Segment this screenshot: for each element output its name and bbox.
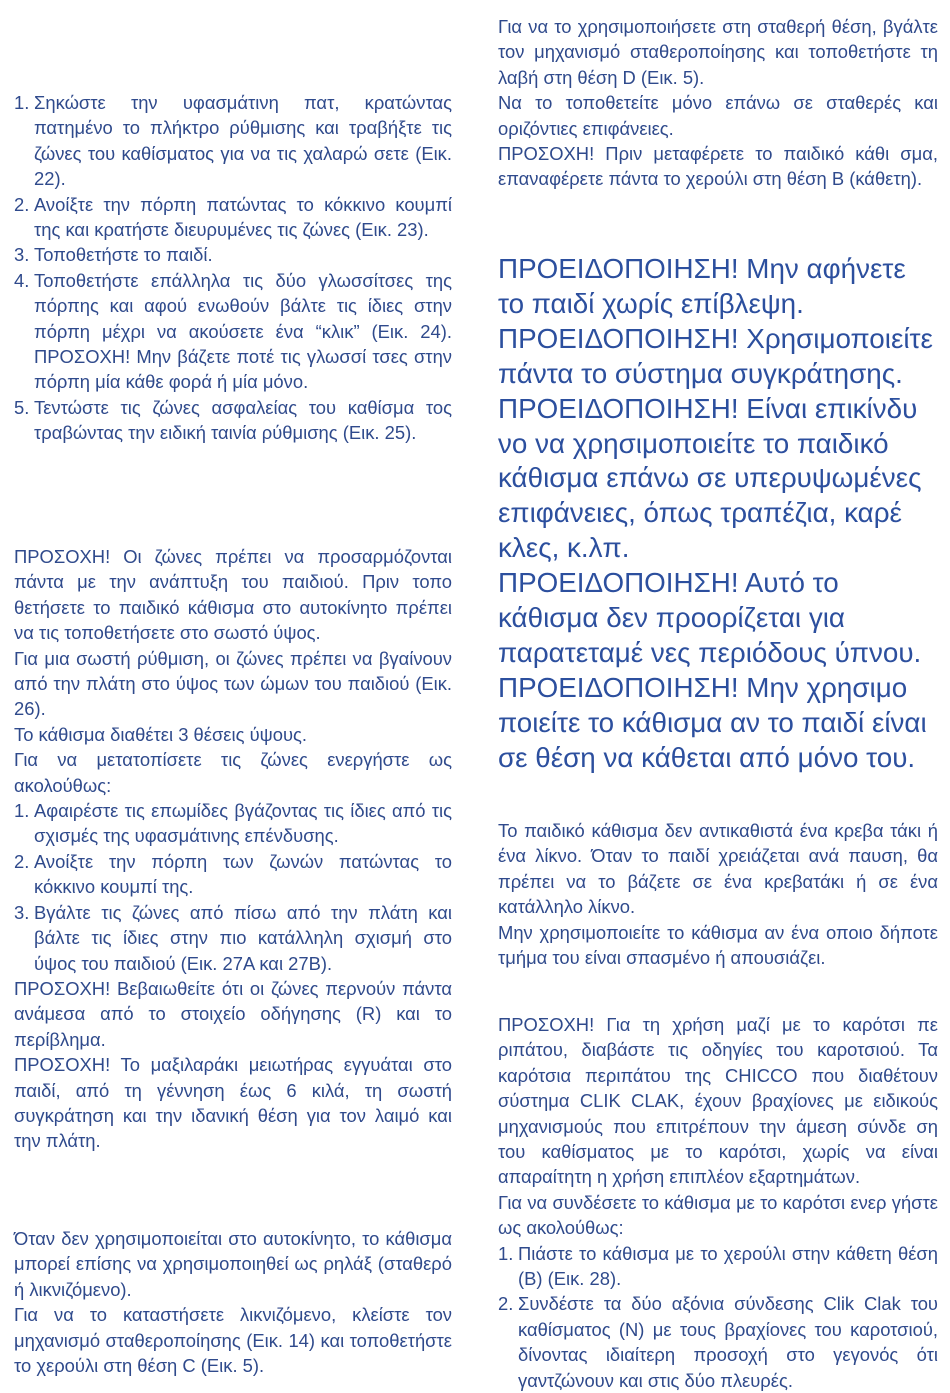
rocker-section [14, 1226, 452, 1378]
list-item: 1. Αφαιρέστε τις επωμίδες βγάζοντας τις ίδιες από τις σχισμές της υφασμάτινης επένδυσης. [14, 800, 452, 847]
list-item: 2. Ανοίξτε την πόρπη πατώντας το κόκκινο κουμπί της και κρατήστε διευρυμένες τις ζώνες (Εικ. 23). [14, 193, 452, 241]
list-item: 4. Τοποθετήστε επάλληλα τις δύο γλωσσίτσες της πόρπης και αφού ενωθούν βάλτε τις ίδιες στην πόρπη μέχρι να ακούσετε ένα “κλικ” (Εικ. 24). ΠΡΟΣΟΧΗ! Μην βάζετε ποτέ τις γλωσσί τσες στην πόρπη μία κάθε φορά ή μία μόνο. [14, 269, 452, 393]
paragraph: ΠΡΟΣΟΧΗ! Οι ζώνες πρέπει να προσαρμόζονται πάντα με την ανάπτυξη του παιδιού. Πριν τοπο θετήσετε το παιδικό κάθισμα στο αυτοκίνητο πρέπει να τις τοποθετήσετε στο σωστό ύψος. [14, 546, 452, 644]
warning-text: ΠΡΟΕΙΔΟΠΟΙΗΣΗ! Μην αφήνετε το παιδί χωρίς επίβλεψη. [498, 253, 906, 319]
paragraph: Για να μετατοπίσετε τις ζώνες ενεργήστε ως ακολούθως: [14, 749, 452, 796]
paragraph: Για να συνδέσετε το κάθισμα με το καρότσι ενερ γήστε ως ακολούθως: [498, 1191, 938, 1239]
list-item: 3. Βγάλτε τις ζώνες από πίσω από την πλάτη και βάλτε τις ίδιες στην πιο κατάλληλη σχισμή στο ύψος του παιδιού (Εικ. 27A και 27B). [14, 901, 452, 974]
paragraph: Για να το χρησιμοποιήσετε στη σταθερή θέση, βγάλτε τον μηχανισμό σταθεροποίησης και τοποθετήστε τη λαβή στη θέση D (Εικ. 5). [498, 16, 938, 88]
harness-move-steps-list [14, 798, 452, 976]
paragraph: Μην χρησιμοποιείτε το κάθισμα αν ένα οποιο δήποτε τμήμα του είναι σπασμένο ή απουσιάζει. [498, 921, 938, 969]
paragraph: ΠΡΟΣΟΧΗ! Για τη χρήση μαζί με το καρότσι πε ριπάτου, διαβάστε τις οδηγίες του καροτσιού. Τα καρότσια περιπάτου της CHICCO που διαθέτουν σύστημα CLIK CLAK, έχουν βραχίονες με ειδικούς μηχανισμούς που επιτρέπουν την άμεση σύνδε ση του καθίσματος με το καρότσι, χωρίς να είναι απαραίτητη η χρήση επιπλέον εξαρτημάτων. [498, 1014, 938, 1188]
paragraph: Το παιδικό κάθισμα δεν αντικαθιστά ένα κρεβα τάκι ή ένα λίκνο. Όταν το παιδί χρειάζεται ανά παυση, θα πρέπει να το βάζετε σε ένα κρεβατάκι ή σε ένα κατάλληλο λίκνο. [498, 820, 938, 918]
paragraph: Για να το καταστήσετε λικνιζόμενο, κλείστε τον μηχανισμό σταθεροποίησης (Εικ. 14) και τοποθετήστε το χερούλι στη θέση C (Εικ. 5). [14, 1304, 452, 1377]
paragraph: ΠΡΟΣΟΧΗ! Βεβαιωθείτε ότι οι ζώνες περνούν πάντα ανάμεσα από το στοιχείο οδήγησης (R) και το περίβλημα. [14, 977, 452, 1050]
harness-adjustment-section [14, 544, 452, 1154]
paragraph: Να το τοποθετείτε μόνο επάνω σε σταθερές και οριζόντιες επιφάνειες. [498, 92, 938, 139]
paragraph: ΠΡΟΣΟΧΗ! Πριν μεταφέρετε το παιδικό κάθι σμα, επαναφέρετε πάντα το χερούλι στη θέση B (κάθετη). [498, 143, 938, 190]
paragraph: ΠΡΟΣΟΧΗ! Το μαξιλαράκι μειωτήρας εγγυάται στο παιδί, από τη γέννηση έως 6 κιλά, τη σωστή συγκράτηση και την ιδανική θέση για τον λαιμό και την πλάτη. [14, 1054, 452, 1152]
list-item: 5. Τεντώστε τις ζώνες ασφαλείας του καθίσμα τος τραβώντας την ειδική ταινία ρύθμισης (Εικ. 25). [14, 396, 452, 444]
paragraph: Για μια σωστή ρύθμιση, οι ζώνες πρέπει να βγαίνουν από την πλάτη στο ύψος των ώμων του παιδιού (Εικ. 26). [14, 647, 452, 720]
warning-text: ΠΡΟΕΙΔΟΠΟΙΗΣΗ! Χρησιμοποιείτε πάντα το σύστημα συγκράτησης. [498, 322, 933, 389]
paragraph: Το κάθισμα διαθέτει 3 θέσεις ύψους. [14, 723, 307, 745]
stroller-section [498, 1012, 938, 1393]
fixed-position-section [498, 14, 938, 192]
list-item: 1. Σηκώστε την υφασμάτινη πατ, κρατώντας πατημένο το πλήκτρο ρύθμισης και τραβήξτε τις ζώνες του καθίσματος για να τις χαλαρώ σετε (Εικ. 22). [14, 92, 452, 190]
warning-text: ΠΡΟΕΙΔΟΠΟΙΗΣΗ! Είναι επικίνδυ νο να χρησιμοποιείτε το παιδικό κάθισμα επάνω σε υπερυψωμένες επιφάνειες, όπως τραπέζια, καρέ κλες, κ.λπ. [498, 392, 922, 564]
list-item: 3. Τοποθετήστε το παιδί. [14, 244, 213, 266]
list-item: 2. Συνδέστε τα δύο αξόνια σύνδεσης Clik Clak του καθίσματος (N) με τους βραχίονες του καροτσιού, δίνοντας ιδιαίτερη προσοχή στο γεγονός ότι γαντζώνουν και στις δύο πλευρές. [498, 1293, 938, 1391]
paragraph: Όταν δεν χρησιμοποιείται στο αυτοκίνητο, το κάθισμα μπορεί επίσης να χρησιμοποιηθεί ως ρηλάξ (σταθερό ή λικνιζόμενο). [14, 1228, 452, 1300]
harness-steps-list [14, 90, 452, 446]
sleep-notice-section [498, 818, 938, 970]
list-item: 2. Ανοίξτε την πόρπη των ζωνών πατώντας το κόκκινο κουμπί της. [14, 850, 452, 898]
stroller-steps-list [498, 1241, 938, 1393]
list-item: 1. Πιάστε το κάθισμα με το χερούλι στην κάθετη θέση (B) (Εικ. 28). [498, 1242, 938, 1290]
warning-text: ΠΡΟΕΙΔΟΠΟΙΗΣΗ! Αυτό το κάθισμα δεν προορίζεται για παρατεταμέ νες περιόδους ύπνου. [498, 567, 922, 668]
warnings-block [498, 252, 938, 776]
harness-steps-section [14, 90, 452, 446]
warning-text: ΠΡΟΕΙΔΟΠΟΙΗΣΗ! Μην χρησιμο ποιείτε το κάθισμα αν το παιδί είναι σε θέση να κάθεται από μόνο του. [498, 671, 927, 773]
